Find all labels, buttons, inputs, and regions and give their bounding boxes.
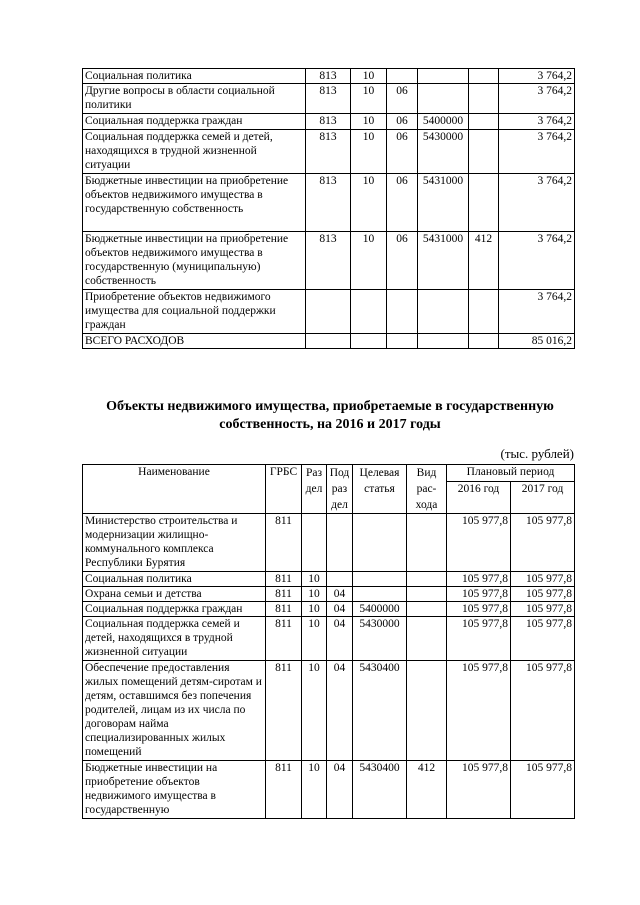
cell-sum: 3 764,2: [499, 174, 575, 232]
header-grbs: ГРБС: [266, 465, 302, 514]
cell-statya: [353, 572, 407, 587]
cell-grbs: 811: [266, 761, 302, 819]
cell-2016: 105 977,8: [447, 602, 511, 617]
header-2017: 2017 год: [511, 482, 575, 514]
cell-razdel: 10: [302, 761, 327, 819]
cell-2017: 105 977,8: [511, 661, 575, 761]
cell-statya: [418, 290, 469, 334]
cell-podrazdel: 04: [327, 617, 353, 661]
cell-grbs: 811: [266, 617, 302, 661]
cell-sum: 3 764,2: [499, 84, 575, 114]
cell-razdel: [302, 514, 327, 572]
cell-2016: 105 977,8: [447, 587, 511, 602]
cell-name: Другие вопросы в области социальной политики: [83, 84, 306, 114]
cell-grbs: 811: [266, 587, 302, 602]
cell-2017: 105 977,8: [511, 572, 575, 587]
cell-razdel: 10: [302, 602, 327, 617]
table-row: [83, 661, 575, 761]
cell-podrazdel: [387, 290, 418, 334]
cell-statya: [418, 84, 469, 114]
table-row: [83, 84, 575, 114]
cell-statya: 5431000: [418, 232, 469, 290]
table-row: [83, 514, 575, 572]
cell-sum: 3 764,2: [499, 114, 575, 130]
header-vid: Вид рас-хода: [407, 465, 447, 514]
cell-grbs: 813: [306, 174, 351, 232]
cell-name: Социальная политика: [83, 572, 266, 587]
table-row: [83, 114, 575, 130]
cell-razdel: 10: [351, 114, 387, 130]
table-row: [83, 572, 575, 587]
table-row: [83, 130, 575, 174]
table-row: [83, 174, 575, 232]
cell-name: Социальная политика: [83, 69, 306, 84]
cell-statya: 5430000: [418, 130, 469, 174]
cell-name: ВСЕГО РАСХОДОВ: [83, 334, 306, 349]
table-row: [83, 69, 575, 84]
table-header-row: [83, 465, 575, 482]
cell-podrazdel: 04: [327, 761, 353, 819]
cell-vid: 412: [407, 761, 447, 819]
cell-razdel: 10: [302, 661, 327, 761]
cell-grbs: 813: [306, 130, 351, 174]
cell-podrazdel: [327, 572, 353, 587]
cell-2016: 105 977,8: [447, 514, 511, 572]
cell-podrazdel: 06: [387, 114, 418, 130]
cell-grbs: 813: [306, 114, 351, 130]
cell-2017: 105 977,8: [511, 617, 575, 661]
cell-sum: 85 016,2: [499, 334, 575, 349]
expenses-table: [82, 68, 575, 349]
cell-statya: [353, 587, 407, 602]
cell-razdel: 10: [351, 69, 387, 84]
cell-statya: 5400000: [353, 602, 407, 617]
cell-2017: 105 977,8: [511, 602, 575, 617]
cell-name: Социальная поддержка граждан: [83, 602, 266, 617]
cell-2016: 105 977,8: [447, 617, 511, 661]
header-name: Наименование: [83, 465, 266, 514]
cell-statya: 5430400: [353, 761, 407, 819]
cell-statya: [353, 514, 407, 572]
cell-name: Бюджетные инвестиции на приобретение объектов недвижимого имущества в государственную: [83, 761, 266, 819]
cell-grbs: 813: [306, 232, 351, 290]
table-row: [83, 290, 575, 334]
cell-razdel: 10: [351, 232, 387, 290]
table-row: [83, 761, 575, 819]
table-row: [83, 617, 575, 661]
cell-podrazdel: 06: [387, 84, 418, 114]
cell-vid: [469, 174, 499, 232]
cell-name: Социальная поддержка семей и детей, находящихся в трудной жизненной ситуации: [83, 617, 266, 661]
section-heading: Объекты недвижимого имущества, приобретаемые в государственную собственность, на 2016 и 2017 годы: [106, 399, 554, 432]
cell-statya: 5431000: [418, 174, 469, 232]
header-2016: 2016 год: [447, 482, 511, 514]
cell-grbs: 811: [266, 602, 302, 617]
cell-vid: [407, 661, 447, 761]
cell-razdel: [351, 334, 387, 349]
cell-grbs: 811: [266, 514, 302, 572]
cell-vid: [469, 114, 499, 130]
cell-podrazdel: [387, 334, 418, 349]
cell-sum: 3 764,2: [499, 69, 575, 84]
table-row: [83, 587, 575, 602]
cell-vid: [469, 69, 499, 84]
cell-razdel: 10: [302, 617, 327, 661]
table-row: [83, 602, 575, 617]
cell-grbs: [306, 290, 351, 334]
cell-vid: [469, 130, 499, 174]
cell-sum: 3 764,2: [499, 290, 575, 334]
cell-sum: 3 764,2: [499, 232, 575, 290]
cell-podrazdel: 04: [327, 661, 353, 761]
cell-podrazdel: 04: [327, 587, 353, 602]
cell-2016: 105 977,8: [447, 661, 511, 761]
cell-2016: 105 977,8: [447, 572, 511, 587]
cell-2017: 105 977,8: [511, 587, 575, 602]
cell-name: Министерство строительства и модернизации жилищно-коммунального комплекса Республики Бурятия: [83, 514, 266, 572]
table-row: [83, 334, 575, 349]
cell-razdel: [351, 290, 387, 334]
header-period: Плановый период: [447, 465, 575, 482]
header-podrazdel: Под раз дел: [327, 465, 353, 514]
cell-vid: [469, 334, 499, 349]
cell-podrazdel: [387, 69, 418, 84]
cell-podrazdel: 06: [387, 232, 418, 290]
cell-vid: [407, 514, 447, 572]
cell-name: Социальная поддержка граждан: [83, 114, 306, 130]
cell-statya: 5430400: [353, 661, 407, 761]
cell-razdel: 10: [351, 84, 387, 114]
cell-razdel: 10: [302, 587, 327, 602]
cell-statya: 5430000: [353, 617, 407, 661]
cell-name: Бюджетные инвестиции на приобретение объектов недвижимого имущества в государственную собственность: [83, 174, 306, 232]
header-razdel: Раз дел: [302, 465, 327, 514]
cell-name: Охрана семьи и детства: [83, 587, 266, 602]
cell-razdel: 10: [351, 130, 387, 174]
units-label: (тыс. рублей): [500, 446, 574, 461]
cell-razdel: 10: [351, 174, 387, 232]
cell-podrazdel: 06: [387, 174, 418, 232]
header-statya: Целевая статья: [353, 465, 407, 514]
cell-name: Приобретение объектов недвижимого имущества для социальной поддержки граждан: [83, 290, 306, 334]
cell-grbs: 813: [306, 84, 351, 114]
cell-2017: 105 977,8: [511, 761, 575, 819]
cell-name: Обеспечение предоставления жилых помещений детям-сиротам и детям, оставшимся без попечения родителей, лицам из их числа по договорам найма специализированных жилых помещений: [83, 661, 266, 761]
cell-podrazdel: 04: [327, 602, 353, 617]
cell-razdel: 10: [302, 572, 327, 587]
cell-podrazdel: [327, 514, 353, 572]
cell-vid: [407, 602, 447, 617]
cell-vid: 412: [469, 232, 499, 290]
cell-name: Бюджетные инвестиции на приобретение объектов недвижимого имущества в государственную (муниципальную) собственность: [83, 232, 306, 290]
cell-name: Социальная поддержка семей и детей, находящихся в трудной жизненной ситуации: [83, 130, 306, 174]
cell-vid: [407, 572, 447, 587]
cell-vid: [469, 290, 499, 334]
cell-sum: 3 764,2: [499, 130, 575, 174]
cell-statya: 5400000: [418, 114, 469, 130]
cell-vid: [469, 84, 499, 114]
cell-2017: 105 977,8: [511, 514, 575, 572]
cell-grbs: 811: [266, 661, 302, 761]
cell-grbs: [306, 334, 351, 349]
property-objects-table: [82, 464, 575, 819]
cell-vid: [407, 617, 447, 661]
cell-vid: [407, 587, 447, 602]
cell-grbs: 813: [306, 69, 351, 84]
cell-statya: [418, 69, 469, 84]
table-row: [83, 232, 575, 290]
cell-grbs: 811: [266, 572, 302, 587]
cell-podrazdel: 06: [387, 130, 418, 174]
cell-2016: 105 977,8: [447, 761, 511, 819]
cell-statya: [418, 334, 469, 349]
